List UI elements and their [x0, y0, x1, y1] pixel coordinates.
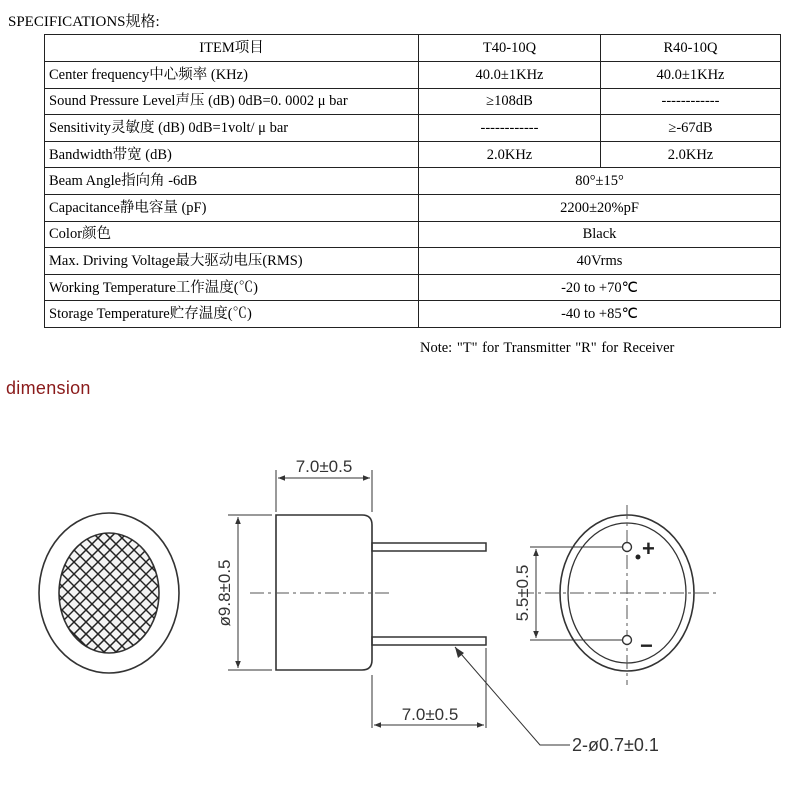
row-r-value: 2.0KHz — [601, 141, 781, 168]
row-item: Sound Pressure Level声压 (dB) 0dB=0. 0002 μ bar — [45, 88, 419, 115]
header-item: ITEM项目 — [45, 35, 419, 62]
row-shared-value: -20 to +70℃ — [419, 274, 781, 301]
row-t-value: ------------ — [419, 115, 601, 142]
row-t-value: 2.0KHz — [419, 141, 601, 168]
header-t40: T40-10Q — [419, 35, 601, 62]
minus-symbol: − — [640, 633, 653, 658]
dim-diameter-label: ø9.8±0.5 — [215, 559, 234, 627]
pin-leader-line — [455, 647, 570, 745]
pin-bottom — [372, 637, 486, 645]
row-item: Storage Temperature贮存温度(℃) — [45, 301, 419, 328]
dim-pin-length-label: 7.0±0.5 — [401, 705, 459, 724]
row-r-value: 40.0±1KHz — [601, 62, 781, 89]
row-r-value: ------------ — [601, 88, 781, 115]
row-shared-value: Black — [419, 221, 781, 248]
row-item: Center frequency中心频率 (KHz) — [45, 62, 419, 89]
row-item: Sensitivity灵敏度 (dB) 0dB=1volt/ μ bar — [45, 115, 419, 142]
row-item: Working Temperature工作温度(℃) — [45, 274, 419, 301]
header-r40: R40-10Q — [601, 35, 781, 62]
pin-hole-negative — [623, 636, 632, 645]
row-item: Color颜色 — [45, 221, 419, 248]
note-text: Note: "T" for Transmitter "R" for Receiver — [420, 340, 675, 356]
pin-hole-positive — [623, 543, 632, 552]
dim-pin-diameter-label: 2-ø0.7±0.1 — [572, 735, 659, 755]
row-item: Beam Angle指向角 -6dB — [45, 168, 419, 195]
row-shared-value: -40 to +85℃ — [419, 301, 781, 328]
pin-top — [372, 543, 486, 551]
plus-symbol: + — [642, 536, 655, 561]
dim-width-top-label: 7.0±0.5 — [295, 457, 353, 476]
polarity-dot — [636, 555, 641, 560]
dim-pin-pitch-label: 5.5±0.5 — [513, 564, 532, 622]
row-item: Capacitance静电容量 (pF) — [45, 194, 419, 221]
row-t-value: 40.0±1KHz — [419, 62, 601, 89]
row-t-value: ≥108dB — [419, 88, 601, 115]
row-r-value: ≥-67dB — [601, 115, 781, 142]
row-shared-value: 40Vrms — [419, 248, 781, 275]
row-item: Bandwidth带宽 (dB) — [45, 141, 419, 168]
side-view — [215, 457, 659, 755]
spec-heading: SPECIFICATIONS规格: — [8, 14, 160, 30]
dimension-title: dimension — [6, 378, 91, 398]
row-shared-value: 80°±15° — [419, 168, 781, 195]
row-shared-value: 2200±20%pF — [419, 194, 781, 221]
front-view — [0, 504, 276, 680]
row-item: Max. Driving Voltage最大驱动电压(RMS) — [45, 248, 419, 275]
back-view — [513, 505, 720, 685]
